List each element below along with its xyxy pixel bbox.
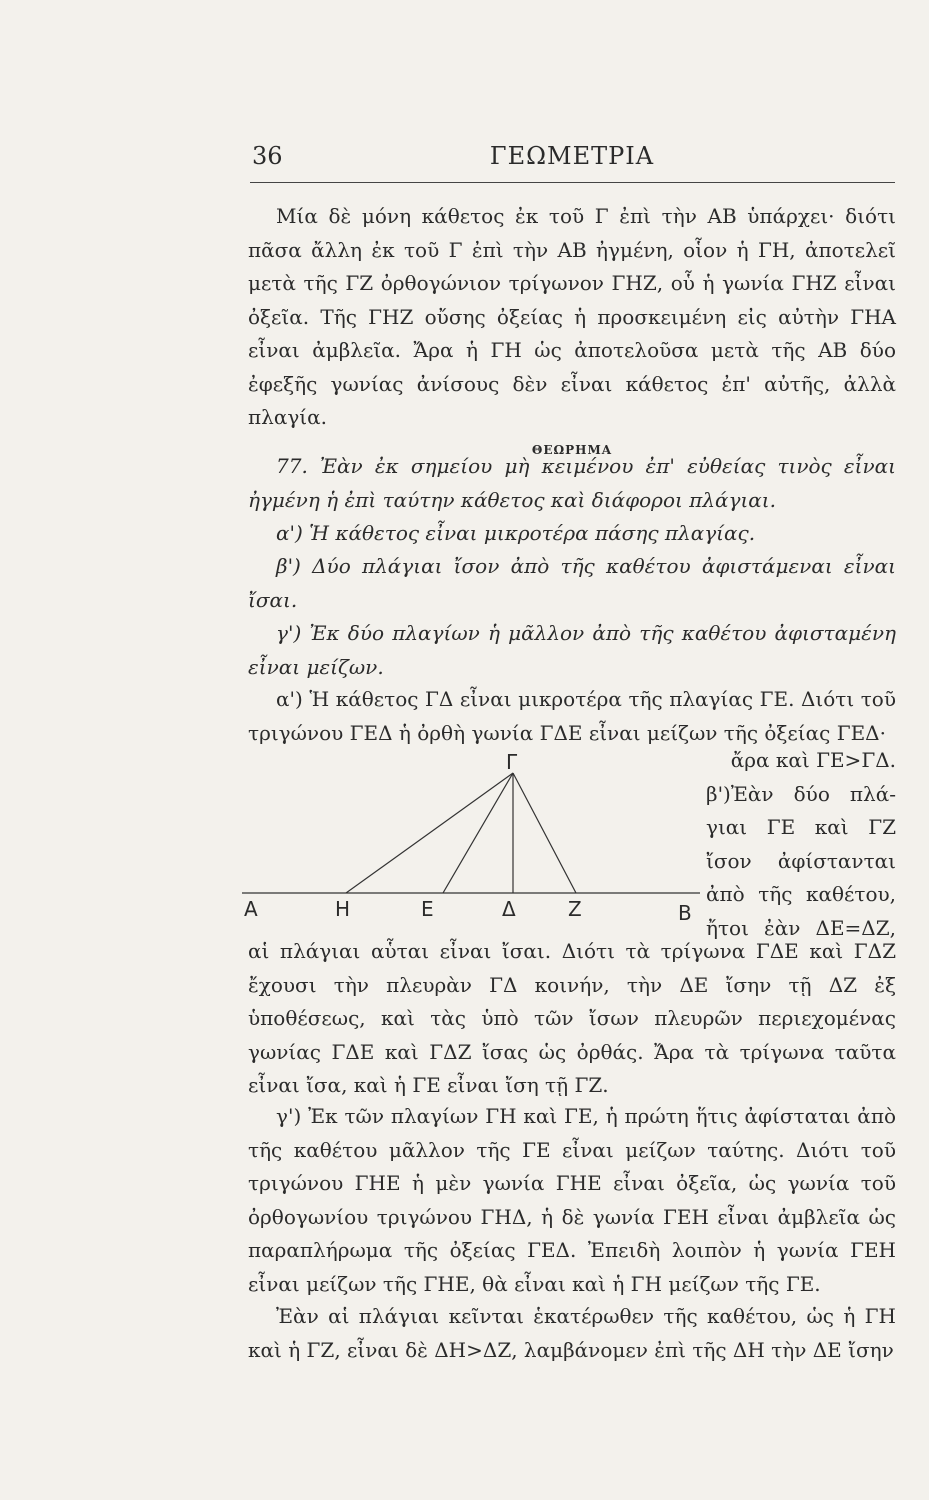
theorem-statement: 77. Ἐὰν ἐκ σημείου μὴ κειμένου ἐπ' εὐθείας τινὸς εἶναι ἠγμένη ἡ ἐπὶ ταύτην κάθετος καὶ διάφοροι πλάγιαι. [248, 454, 896, 512]
oblique-GH [346, 773, 513, 893]
oblique-GE [443, 773, 513, 893]
theorem-part-a: α') Ἡ κάθετος εἶναι μικροτέρα πάσης πλαγίας. [276, 521, 756, 545]
oblique-GZ [513, 773, 576, 893]
side-line-4: ἴσον ἀφίστανται [706, 848, 896, 873]
header-rule [250, 182, 895, 183]
theorem-part-b: β') Δύο πλάγιαι ἴσον ἀπὸ τῆς καθέτου ἀφιστάμεναι εἶναι ἴσαι. [248, 554, 896, 612]
proof-a: α') Ἡ κάθετος ΓΔ εἶναι μικροτέρα τῆς πλαγίας ΓΕ. Διότι τοῦ τριγώνου ΓΕΔ ἡ ὀρθὴ γωνία ΓΔΕ εἶναι μείζων τῆς ὀξείας ΓΕΔ· [248, 687, 896, 745]
label-Z: Ζ [568, 897, 582, 921]
side-line-3: γιαι ΓΕ καὶ ΓΖ [706, 815, 896, 839]
label-A: Α [244, 897, 258, 921]
theorem-heading: ΘΕΩΡΗΜΑ [531, 443, 613, 457]
page-header [248, 142, 896, 182]
theorem-part-c: γ') Ἐκ δύο πλαγίων ἡ μᾶλλον ἀπὸ τῆς καθέτου ἀφισταμένη εἶναι μείζων. [248, 621, 896, 679]
figure-side-text [706, 744, 896, 945]
running-title: ΓΕΩΜΕΤΡΙΑ [489, 142, 655, 170]
proof-c: γ') Ἐκ τῶν πλαγίων ΓΗ καὶ ΓΕ, ἡ πρώτη ἥτις ἀφίσταται ἀπὸ τῆς καθέτου μᾶλλον τῆς ΓΕ εἶναι μείζων ταύτης. Διότι τοῦ τριγώνου ΓΗΕ ἡ μὲν γωνία ΓΗΕ εἶναι ὀξεῖα, ὡς γωνία τοῦ ὀρθογωνίου τριγώνου ΓΗΔ, ἡ δὲ γωνία ΓΕΗ εἶναι ἀμβλεῖα ὡς παραπλήρωμα τῆς ὀξείας ΓΕΔ. Ἐπειδὴ λοιπὸν ἡ γωνία ΓΕΗ εἶναι μείζων τῆς ΓΗΕ, θὰ εἶναι καὶ ἡ ΓΗ μείζων τῆς ΓΕ. [248, 1104, 896, 1296]
label-E: Ε [421, 897, 434, 921]
side-line-5: ἀπὸ τῆς καθέτου, [706, 882, 896, 906]
final-paragraph: Ἐὰν αἱ πλάγιαι κεῖνται ἑκατέρωθεν τῆς καθέτου, ὡς ἡ ΓΗ καὶ ἡ ΓΖ, εἶναι δὲ ΔΗ>ΔΖ, λαμβάνομεν ἐπὶ τῆς ΔΗ τὴν ΔΕ ἴσην [248, 1304, 896, 1362]
proof-b-continued: αἱ πλάγιαι αὗται εἶναι ἴσαι. Διότι τὰ τρίγωνα ΓΔΕ καὶ ΓΔΖ ἔχουσι τὴν πλευρὰν ΓΔ κοινήν, τὴν ΔΕ ἴσην τῇ ΔΖ ἐξ ὑποθέσεως, καὶ τὰς ὑπὸ τῶν ἴσων πλευρῶν περιεχομένας γωνίας ΓΔΕ καὶ ΓΔΖ ἴσας ὡς ὀρθάς. Ἄρα τὰ τρίγωνα ταῦτα εἶναι ἴσα, καὶ ἡ ΓΕ εἶναι ἴση τῇ ΓΖ. [248, 939, 896, 1097]
label-G: Γ [506, 753, 518, 774]
side-line-2: β')Ἐὰν δύο πλά- [706, 781, 896, 806]
label-D: Δ [502, 897, 516, 921]
side-line-6: ἤτοι ἐὰν ΔΕ=ΔΖ, [706, 915, 896, 940]
geometry-figure [238, 753, 706, 943]
page-number: 36 [252, 142, 283, 170]
label-H: Η [335, 897, 351, 921]
side-line-1: ἄρα καὶ ΓΕ>ΓΔ. [730, 748, 896, 772]
label-B: Β [678, 901, 692, 925]
intro-paragraph: Μία δὲ μόνη κάθετος ἐκ τοῦ Γ ἐπὶ τὴν ΑΒ ὑπάρχει· διότι πᾶσα ἄλλη ἐκ τοῦ Γ ἐπὶ τὴν ΑΒ ἠγμένη, οἷον ἡ ΓΗ, ἀποτελεῖ μετὰ τῆς ΓΖ ὀρθογώνιον τρίγωνον ΓΗΖ, οὗ ἡ γωνία ΓΗΖ εἶναι ὀξεῖα. Τῆς ΓΗΖ οὔσης ὀξείας ἡ προσκειμένη εἰς αὐτὴν ΓΗΑ εἶναι ἀμβλεῖα. Ἄρα ἡ ΓΗ ὡς ἀποτελοῦσα μετὰ τῆς ΑΒ δύο ἐφεξῆς γωνίας ἀνίσους δὲν εἶναι κάθετος ἐπ' αὐτῆς, ἀλλὰ πλαγία. [248, 204, 896, 429]
